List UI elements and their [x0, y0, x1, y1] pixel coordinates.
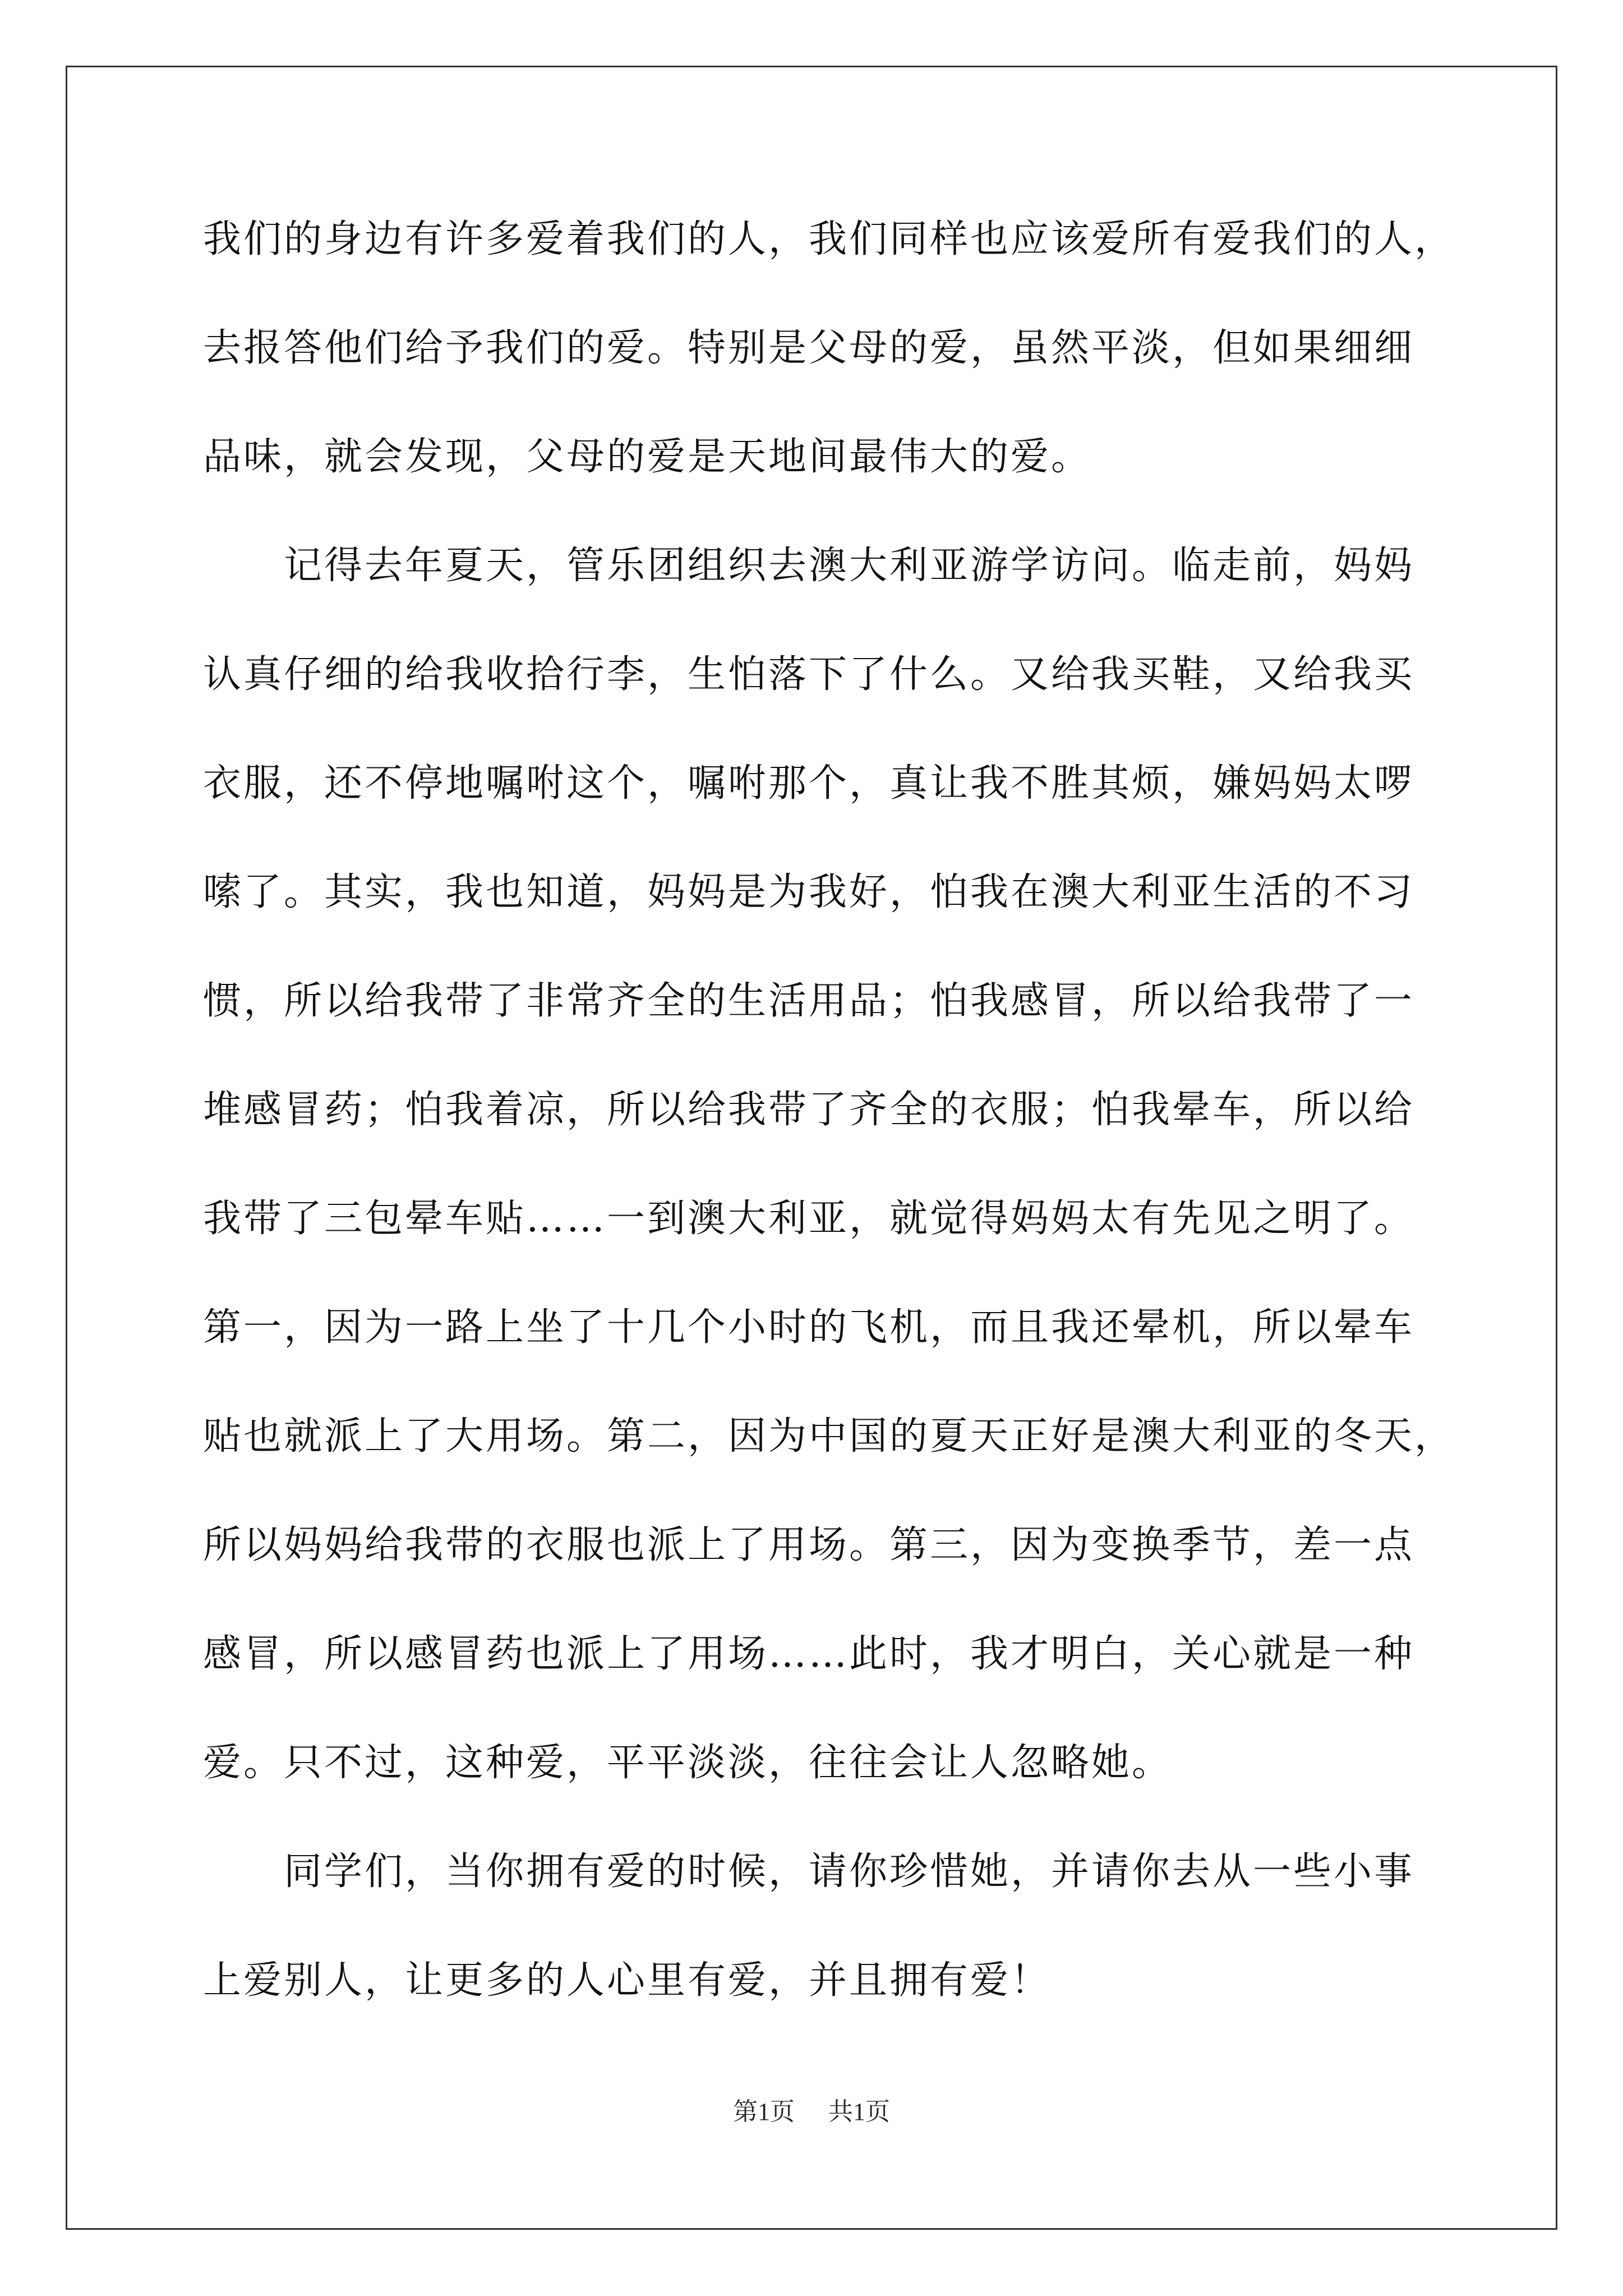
page-total: 共1页 — [828, 2098, 890, 2125]
text-line: 品味，就会发现，父母的爱是天地间最伟大的爱。 — [203, 435, 1092, 479]
text-line: 去报答他们给予我们的爱。特别是父母的爱，虽然平淡，但如果细细 — [203, 326, 1415, 370]
text-line: 认真仔细的给我收拾行李，生怕落下了什么。又给我买鞋，又给我买 — [203, 652, 1415, 697]
text-line: 我们的身边有许多爱着我们的人，我们同样也应该爱所有爱我们的人， — [203, 217, 1455, 261]
text-line: 惯，所以给我带了非常齐全的生活用品；怕我感冒，所以给我带了一 — [203, 979, 1415, 1023]
text-line: 堆感冒药；怕我着凉，所以给我带了齐全的衣服；怕我晕车，所以给 — [203, 1088, 1415, 1132]
page-number: 第1页 — [733, 2098, 795, 2125]
text-line: 所以妈妈给我带的衣服也派上了用场。第三，因为变换季节，差一点 — [203, 1523, 1415, 1567]
text-line: 衣服，还不停地嘱咐这个，嘱咐那个，真让我不胜其烦，嫌妈妈太啰 — [203, 761, 1415, 806]
document-body — [203, 185, 1455, 2035]
text-line: 第一，因为一路上坐了十几个小时的飞机，而且我还晕机，所以晕车 — [203, 1305, 1415, 1350]
text-line: 上爱别人，让更多的人心里有爱，并且拥有爱！ — [203, 1958, 1052, 2003]
text-line: 嗦了。其实，我也知道，妈妈是为我好，怕我在澳大利亚生活的不习 — [203, 870, 1415, 914]
text-line: 我带了三包晕车贴……一到澳大利亚，就觉得妈妈太有先见之明了。 — [203, 1197, 1415, 1241]
text-line: 记得去年夏天，管乐团组织去澳大利亚游学访问。临走前，妈妈 — [203, 544, 1415, 588]
page-footer — [0, 2091, 1623, 2127]
text-line: 感冒，所以感冒药也派上了用场……此时，我才明白，关心就是一种 — [203, 1632, 1415, 1676]
text-line: 爱。只不过，这种爱，平平淡淡，往往会让人忽略她。 — [203, 1741, 1173, 1785]
text-line: 同学们，当你拥有爱的时候，请你珍惜她，并请你去从一些小事 — [203, 1849, 1415, 1894]
text-line: 贴也就派上了大用场。第二，因为中国的夏天正好是澳大利亚的冬天， — [203, 1414, 1455, 1458]
